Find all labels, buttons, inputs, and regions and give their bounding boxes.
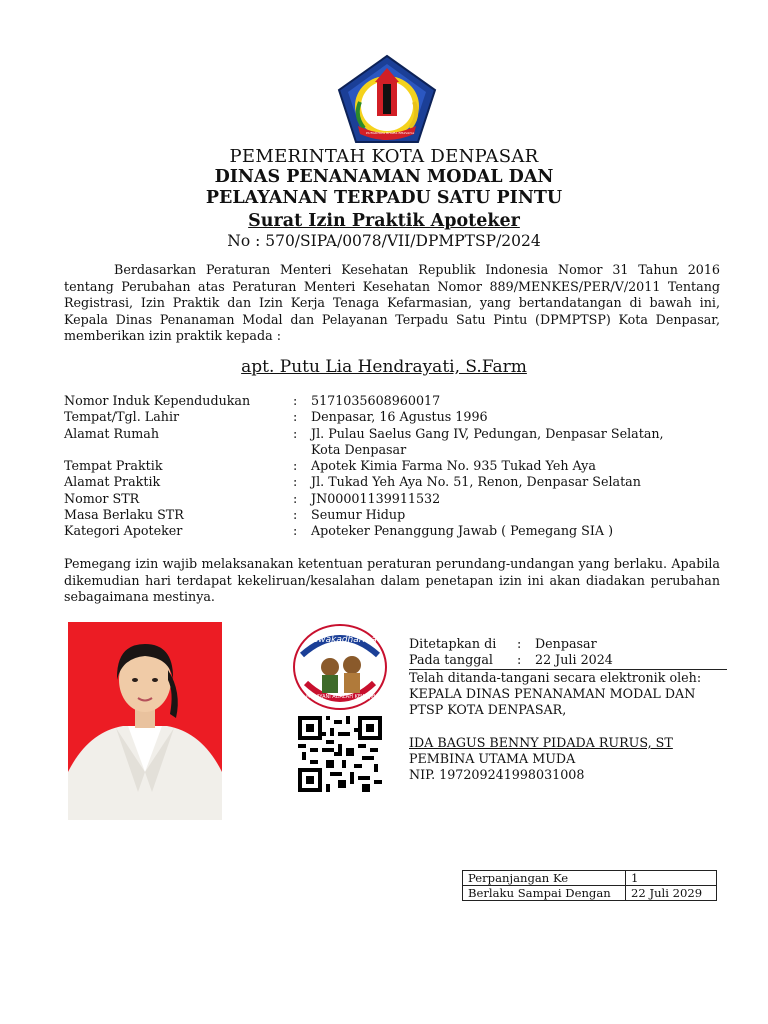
seal-motto-text: MELAYANI ADALAH KEWAJIBAN	[306, 694, 383, 700]
extension-value: 1	[626, 871, 717, 886]
official-rank: PEMBINA UTAMA MUDA	[409, 751, 576, 767]
detail-value-line: Jl. Pulau Saelus Gang IV, Pedungan, Denpasar Selatan,	[311, 425, 664, 441]
validity-label: Berlaku Sampai Dengan	[463, 886, 626, 901]
department-line-2: PELAYANAN TERPADU SATU PINTU	[205, 188, 563, 208]
detail-label: Masa Berlaku STR	[64, 507, 184, 523]
detail-label: Nomor Induk Kependudukan	[64, 393, 251, 408]
e-sign-note: Telah ditanda-tangani secara elektronik oleh:	[409, 669, 702, 685]
detail-label: Alamat Rumah	[64, 425, 160, 441]
official-position-line-2: PTSP KOTA DENPASAR,	[409, 702, 567, 718]
detail-colon: :	[293, 474, 298, 490]
detail-value: Apoteker Penanggung Jawab ( Pemegang SIA )	[311, 523, 614, 539]
table-row	[463, 871, 717, 886]
qr-code[interactable]	[298, 716, 382, 792]
detail-row-practice-address	[64, 474, 724, 490]
detail-row-address	[64, 426, 724, 459]
detail-value-multiline	[311, 426, 711, 459]
detail-colon: :	[293, 507, 298, 523]
detail-value: Denpasar, 16 Agustus 1996	[311, 409, 488, 425]
logo-banner-text: PURADHIPA BHARA BHAVANA	[366, 131, 415, 135]
holder-photo	[68, 622, 222, 820]
holder-details	[64, 393, 724, 540]
extension-table	[462, 870, 717, 901]
detail-row-practice-place	[64, 458, 724, 474]
detail-value: Jl. Tukad Yeh Aya No. 51, Renon, Denpasar Selatan	[311, 474, 641, 490]
detail-label: Kategori Apoteker	[64, 523, 183, 539]
official-position-line-1: KEPALA DINAS PENANAMAN MODAL DAN	[409, 685, 696, 701]
detail-value: Seumur Hidup	[311, 507, 406, 523]
detail-row-str	[64, 491, 724, 507]
intro-paragraph: Berdasarkan Peraturan Menteri Kesehatan Republik Indonesia Nomor 31 Tahun 2016 tentang Perubahan atas Peraturan Menteri Kesehatan Nomor 889/MENKES/PER/V/2011 Tentang Registrasi, Izin Praktik dan Izin Kerja Tenaga Kefarmasian, yang bertandatangan di bawah ini, Kepala Dinas Penanaman Modal dan Pelayanan Terpadu Satu Pintu (DPMPTSP) Kota Denpasar, memberikan izin praktik kepada :	[64, 262, 720, 343]
detail-value-line: Kota Denpasar	[311, 441, 407, 457]
signature-date-row	[409, 652, 729, 668]
detail-row-category	[64, 523, 724, 539]
signature-date-value: 22 Juli 2024	[535, 652, 613, 668]
detail-value: JN00001139911532	[311, 490, 441, 506]
government-name: PEMERINTAH KOTA DENPASAR	[229, 146, 539, 167]
signature-colon: :	[517, 636, 522, 651]
detail-label: Alamat Praktik	[64, 474, 161, 490]
signature-place-value: Denpasar	[535, 636, 597, 651]
detail-value: 5171035608960017	[311, 393, 441, 408]
document-title: Surat Izin Praktik Apoteker	[248, 211, 520, 231]
detail-row-nik	[64, 393, 724, 409]
signature-block	[409, 636, 729, 784]
signature-spacer	[409, 718, 729, 734]
official-nip: NIP. 197209241998031008	[409, 767, 585, 783]
seal-script-text: sewakadharma	[308, 635, 377, 645]
signature-place-label: Ditetapkan di	[409, 636, 497, 651]
detail-row-birth	[64, 409, 724, 425]
detail-colon: :	[293, 393, 298, 408]
detail-colon: :	[293, 523, 298, 539]
detail-label: Tempat Praktik	[64, 458, 163, 474]
coat-of-arms-logo	[336, 54, 438, 144]
validity-value: 22 Juli 2029	[626, 886, 717, 901]
detail-label: Nomor STR	[64, 490, 140, 506]
holder-name: apt. Putu Lia Hendrayati, S.Farm	[241, 357, 527, 377]
detail-row-str-validity	[64, 507, 724, 523]
signature-date-label: Pada tanggal	[409, 652, 493, 668]
detail-value: Apotek Kimia Farma No. 935 Tukad Yeh Aya	[311, 458, 596, 474]
extension-label: Perpanjangan Ke	[463, 871, 626, 886]
sewaka-dharma-seal	[292, 623, 388, 711]
official-name: IDA BAGUS BENNY PIDADA RURUS, ST	[409, 734, 673, 750]
signature-place-row	[409, 636, 729, 652]
detail-colon: :	[293, 458, 298, 474]
detail-label: Tempat/Tgl. Lahir	[64, 409, 180, 425]
closing-paragraph: Pemegang izin wajib melaksanakan ketentuan peraturan perundang-undangan yang berlaku. Apabila dikemudian hari terdapat kekeliruan/kesalahan dalam penetapan izin ini akan diadakan perubahan sebagaimana mestinya.	[64, 556, 720, 604]
detail-colon: :	[293, 490, 298, 506]
qr-code-icon	[298, 716, 382, 792]
detail-colon: :	[293, 409, 298, 425]
department-line-1: DINAS PENANAMAN MODAL DAN	[214, 167, 554, 187]
signature-colon: :	[517, 652, 522, 668]
person-photo-icon	[68, 622, 222, 820]
document-number: No : 570/SIPA/0078/VII/DPMPTSP/2024	[227, 232, 541, 250]
detail-colon: :	[293, 425, 298, 441]
table-row	[463, 886, 717, 901]
